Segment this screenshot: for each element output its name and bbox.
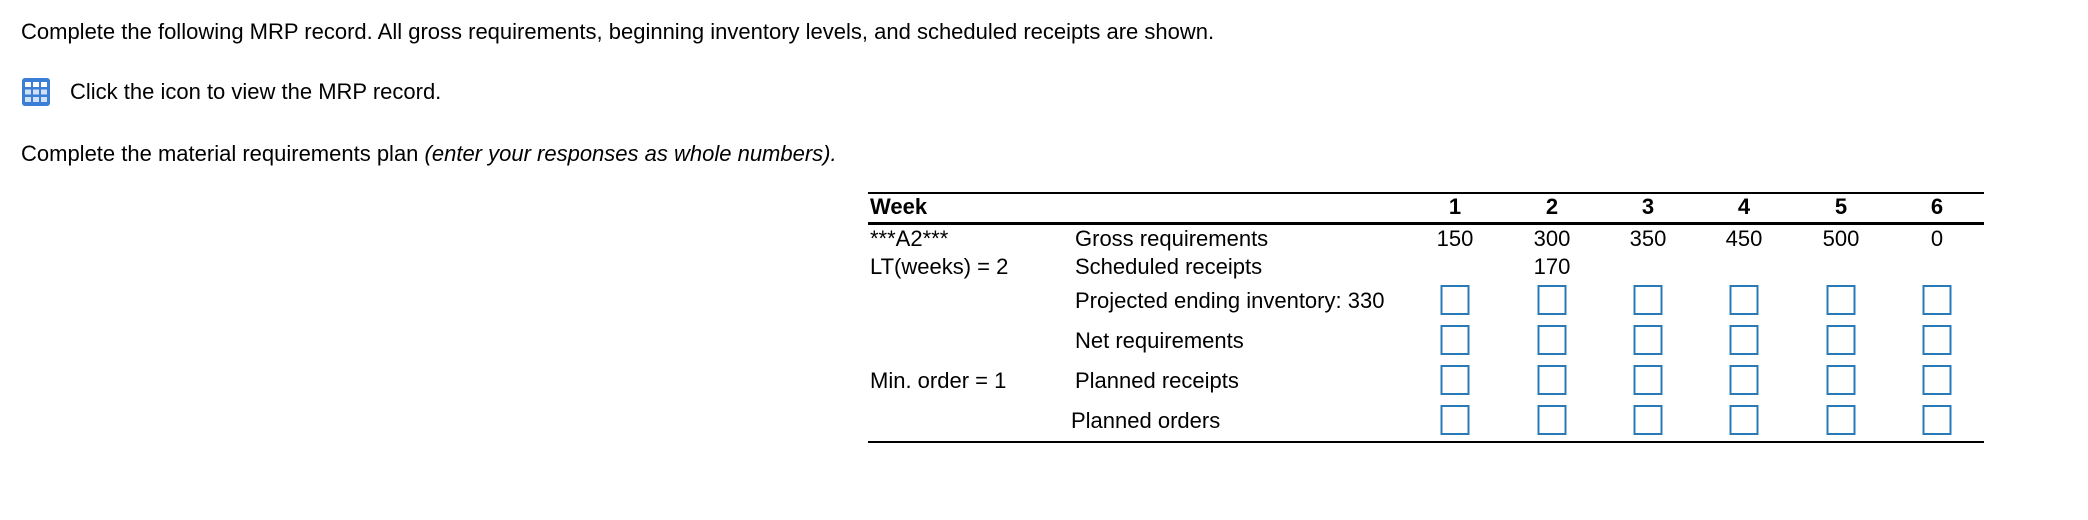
- gross-requirements-week-5: 500: [1822, 226, 1860, 251]
- planned-orders-input-week-5[interactable]: [1827, 405, 1856, 435]
- net-requirements-input-week-4[interactable]: [1730, 325, 1759, 355]
- view-mrp-record-link[interactable]: [21, 77, 441, 107]
- projected-ending-inventory-input-week-1[interactable]: [1441, 285, 1470, 315]
- gross-requirements-week-1: 150: [1436, 226, 1474, 251]
- projected-ending-inventory-input-week-4[interactable]: [1730, 285, 1759, 315]
- row-label-gross-requirements: Gross requirements: [1075, 226, 1269, 251]
- gross-requirements-week-2: 300: [1533, 226, 1571, 251]
- projected-ending-inventory-input-week-3[interactable]: [1634, 285, 1663, 315]
- gross-requirements-week-3: 350: [1629, 226, 1667, 251]
- item-code: ***A2***: [870, 226, 949, 251]
- row-label-scheduled-receipts: Scheduled receipts: [1075, 254, 1263, 279]
- net-requirements-input-week-3[interactable]: [1634, 325, 1663, 355]
- instruction-text: [21, 141, 837, 167]
- net-requirements-input-week-5[interactable]: [1827, 325, 1856, 355]
- gross-requirements-week-6: 0: [1930, 226, 1944, 251]
- table-bottom-rule: [868, 441, 1984, 443]
- planned-receipts-input-week-5[interactable]: [1827, 365, 1856, 395]
- mrp-table: [868, 192, 1984, 444]
- table-grid-icon[interactable]: [21, 77, 51, 107]
- row-label-net-requirements: Net requirements: [1075, 328, 1244, 353]
- min-order: Min. order = 1: [870, 368, 1007, 393]
- planned-receipts-input-week-2[interactable]: [1538, 365, 1567, 395]
- table-top-rule: [868, 192, 1984, 194]
- scheduled-receipts-week-2: 170: [1533, 254, 1571, 279]
- planned-orders-input-week-1[interactable]: [1441, 405, 1470, 435]
- gross-requirements-week-4: 450: [1725, 226, 1763, 251]
- instruction-italic: (enter your responses as whole numbers).: [424, 141, 837, 166]
- planned-orders-input-week-6[interactable]: [1923, 405, 1952, 435]
- net-requirements-input-week-2[interactable]: [1538, 325, 1567, 355]
- week-header: Week: [870, 194, 928, 219]
- week-4-header: 4: [1737, 194, 1751, 219]
- planned-receipts-input-week-1[interactable]: [1441, 365, 1470, 395]
- projected-ending-inventory-input-week-6[interactable]: [1923, 285, 1952, 315]
- week-3-header: 3: [1641, 194, 1655, 219]
- net-requirements-input-week-6[interactable]: [1923, 325, 1952, 355]
- projected-ending-inventory-input-week-5[interactable]: [1827, 285, 1856, 315]
- planned-receipts-input-week-6[interactable]: [1923, 365, 1952, 395]
- planned-receipts-input-week-4[interactable]: [1730, 365, 1759, 395]
- row-label-projected-ending-inventory: Projected ending inventory: 330: [1075, 288, 1385, 313]
- planned-orders-input-week-3[interactable]: [1634, 405, 1663, 435]
- lead-time: LT(weeks) = 2: [870, 254, 1009, 279]
- week-2-header: 2: [1545, 194, 1559, 219]
- projected-ending-inventory-input-week-2[interactable]: [1538, 285, 1567, 315]
- planned-orders-input-week-2[interactable]: [1538, 405, 1567, 435]
- week-6-header: 6: [1930, 194, 1944, 219]
- instruction-main: Complete the material requirements plan: [21, 141, 425, 166]
- week-1-header: 1: [1448, 194, 1462, 219]
- row-label-planned-orders: Planned orders: [1071, 408, 1221, 433]
- table-header-rule: [868, 222, 1984, 225]
- week-5-header: 5: [1834, 194, 1848, 219]
- planned-receipts-input-week-3[interactable]: [1634, 365, 1663, 395]
- net-requirements-input-week-1[interactable]: [1441, 325, 1470, 355]
- view-mrp-record-label[interactable]: Click the icon to view the MRP record.: [70, 79, 442, 104]
- intro-text: Complete the following MRP record. All gross requirements, beginning inventory levels, and scheduled receipts are shown.: [21, 19, 1215, 44]
- row-label-planned-receipts: Planned receipts: [1075, 368, 1239, 393]
- planned-orders-input-week-4[interactable]: [1730, 405, 1759, 435]
